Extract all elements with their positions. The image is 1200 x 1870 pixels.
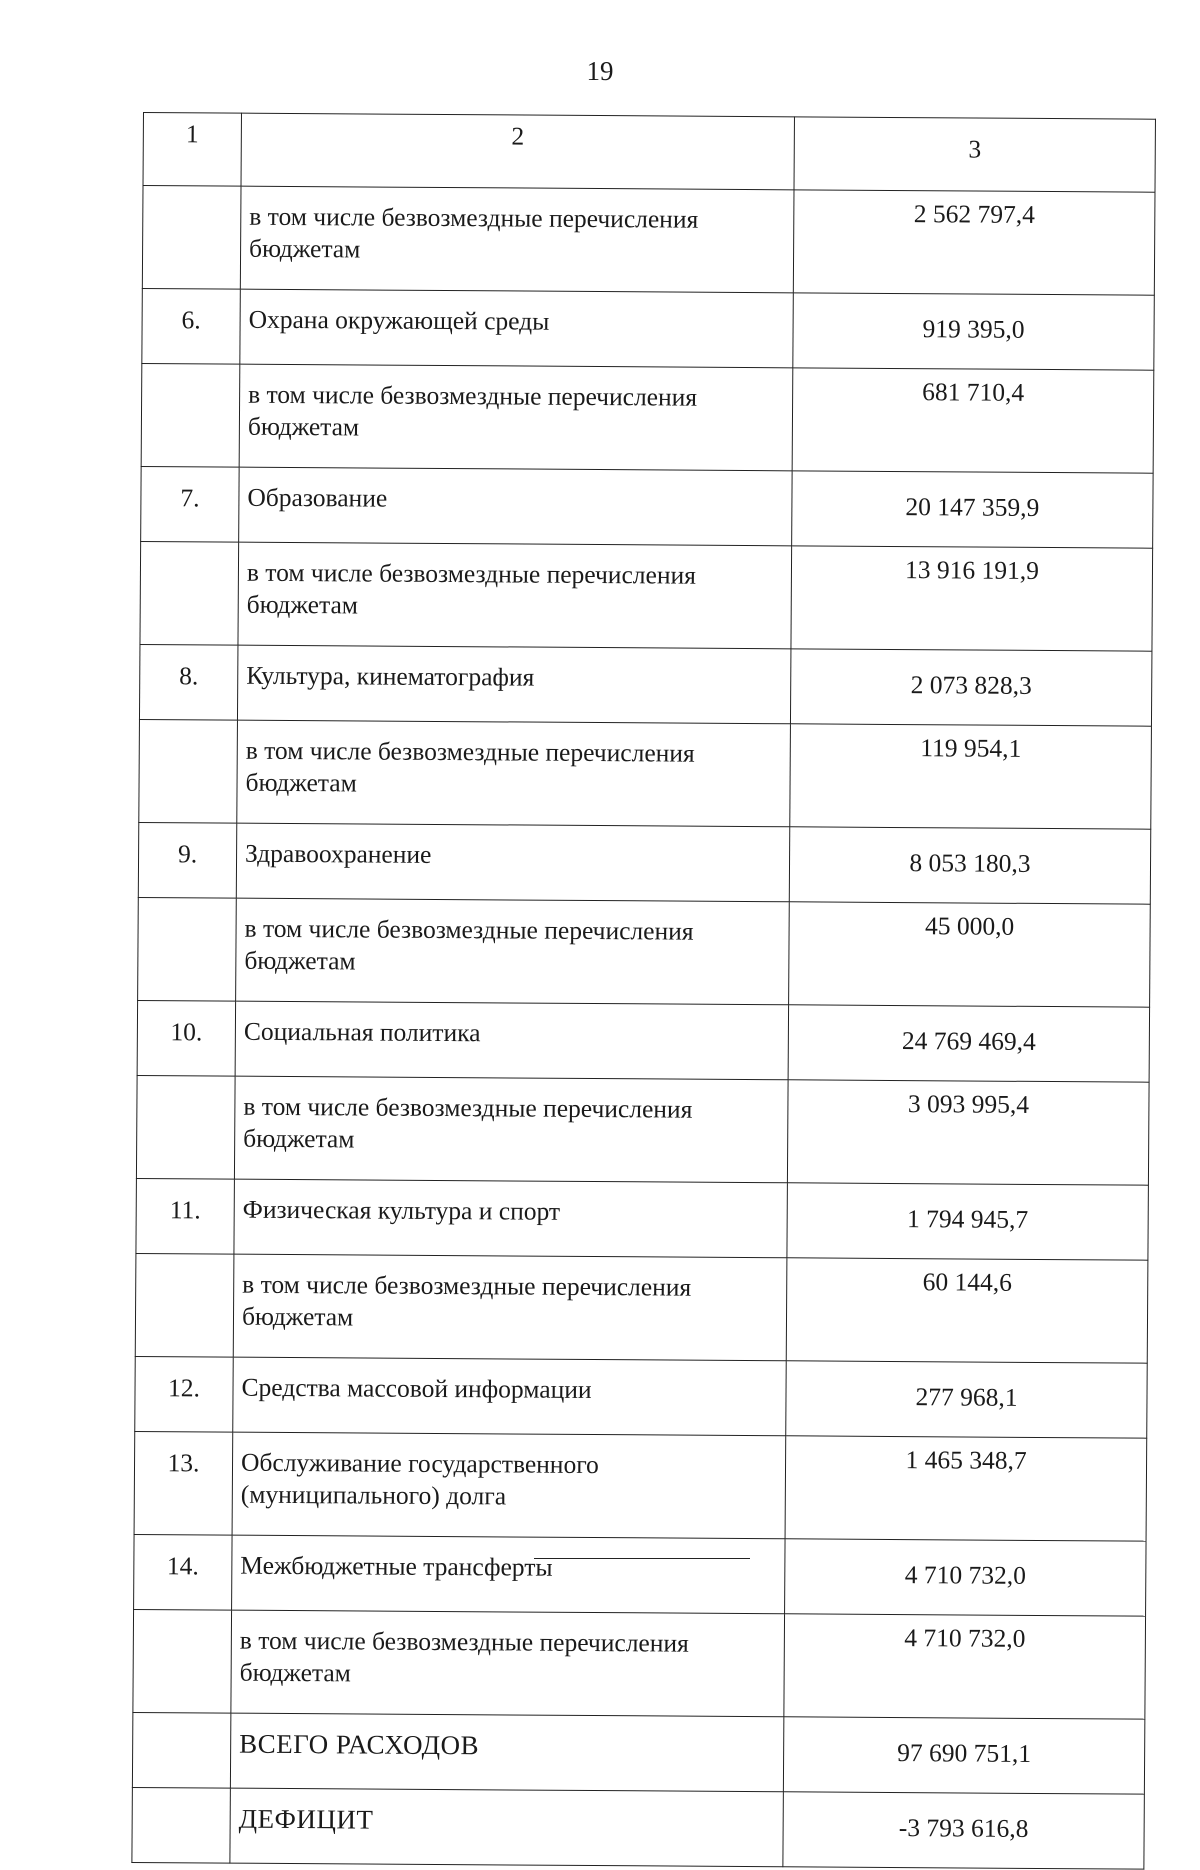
- row-name: в том числе безвозмездные перечисления бюджетам: [234, 1076, 788, 1183]
- row-number: 8.: [139, 644, 237, 720]
- row-value: 8 053 180,3: [789, 827, 1150, 904]
- table-row: [139, 644, 1151, 726]
- row-name: в том числе безвозмездные перечисления бюджетам: [237, 720, 791, 827]
- row-value: 4 710 732,0: [784, 1614, 1146, 1719]
- total-expenses-value: 97 690 751,1: [783, 1717, 1144, 1794]
- row-value: 1 794 945,7: [787, 1183, 1148, 1260]
- table-row: [141, 466, 1153, 548]
- row-number: 6.: [142, 288, 240, 364]
- row-name: Межбюджетные трансферты: [232, 1535, 785, 1614]
- row-value: 3 093 995,4: [787, 1080, 1149, 1185]
- row-number: 14.: [134, 1534, 232, 1610]
- row-number: [141, 363, 240, 467]
- row-value: 2 073 828,3: [790, 649, 1151, 726]
- table-row: [135, 1253, 1148, 1363]
- row-number: [139, 719, 238, 823]
- budget-table-container: [131, 112, 1155, 1870]
- row-number: [140, 541, 239, 645]
- row-value: 277 968,1: [786, 1361, 1147, 1438]
- row-value: 119 954,1: [790, 724, 1152, 829]
- row-name: Культура, кинематография: [237, 645, 790, 724]
- row-value: 4 710 732,0: [785, 1539, 1146, 1616]
- row-number: [133, 1609, 232, 1713]
- row-name: Здравоохранение: [236, 823, 789, 902]
- page-number: 19: [586, 56, 614, 86]
- deficit-value: -3 793 616,8: [783, 1792, 1144, 1869]
- row-number: 10.: [137, 1000, 235, 1076]
- row-value: 45 000,0: [789, 902, 1151, 1007]
- row-name: Средства массовой информации: [233, 1357, 786, 1436]
- row-value: 1 465 348,7: [785, 1436, 1147, 1541]
- row-name: в том числе безвозмездные перечисления бюджетам: [233, 1254, 787, 1361]
- row-name: Обслуживание государственного (муниципального) долга: [232, 1432, 786, 1539]
- table-header-row: [143, 113, 1155, 193]
- row-number: 7.: [141, 466, 239, 542]
- row-name: в том числе безвозмездные перечисления бюджетам: [238, 542, 792, 649]
- row-number: [136, 1075, 235, 1179]
- table-row: [136, 1075, 1149, 1185]
- table-row: [142, 186, 1155, 296]
- row-name: в том числе безвозмездные перечисления бюджетам: [231, 1610, 785, 1717]
- row-number: [132, 1787, 230, 1863]
- deficit-row: [132, 1787, 1144, 1869]
- row-value: 60 144,6: [786, 1258, 1148, 1363]
- budget-expenses-table: [131, 112, 1156, 1870]
- row-value: 681 710,4: [792, 368, 1154, 473]
- end-of-table-rule: [534, 1558, 750, 1559]
- table-row: [138, 822, 1150, 904]
- row-name: в том числе безвозмездные перечисления бюджетам: [236, 898, 790, 1005]
- row-number: 11.: [136, 1178, 234, 1254]
- row-value: 13 916 191,9: [791, 546, 1153, 651]
- row-number: 12.: [135, 1356, 233, 1432]
- row-number: [142, 186, 241, 290]
- row-name: Социальная политика: [235, 1001, 788, 1080]
- row-value: 919 395,0: [793, 293, 1154, 370]
- header-col-3: 3: [794, 117, 1155, 192]
- row-number: [138, 897, 237, 1001]
- row-name: в том числе безвозмездные перечисления бюджетам: [239, 364, 793, 471]
- row-value: 2 562 797,4: [793, 190, 1155, 295]
- row-name: Образование: [239, 467, 792, 546]
- table-row: [134, 1431, 1147, 1541]
- table-row: [140, 541, 1153, 651]
- table-row: [142, 288, 1154, 370]
- row-number: [135, 1253, 234, 1357]
- row-number: [132, 1712, 230, 1788]
- table-row: [137, 1000, 1149, 1082]
- total-expenses-label: ВСЕГО РАСХОДОВ: [230, 1713, 783, 1792]
- row-value: 20 147 359,9: [792, 471, 1153, 548]
- table-row: [133, 1609, 1146, 1719]
- table-row: [141, 363, 1154, 473]
- header-col-2: 2: [241, 113, 794, 190]
- table-row: [138, 897, 1151, 1007]
- table-row: [134, 1534, 1146, 1616]
- total-expenses-row: [132, 1712, 1144, 1794]
- header-col-1: 1: [143, 113, 241, 187]
- deficit-label: ДЕФИЦИТ: [230, 1788, 783, 1867]
- row-name: в том числе безвозмездные перечисления бюджетам: [240, 186, 794, 293]
- row-number: 9.: [138, 822, 236, 898]
- row-name: Физическая культура и спорт: [234, 1179, 787, 1258]
- row-name: Охрана окружающей среды: [240, 289, 793, 368]
- table-row: [139, 719, 1152, 829]
- table-row: [135, 1356, 1147, 1438]
- table-row: [136, 1178, 1148, 1260]
- row-value: 24 769 469,4: [788, 1005, 1149, 1082]
- row-number: 13.: [134, 1431, 233, 1535]
